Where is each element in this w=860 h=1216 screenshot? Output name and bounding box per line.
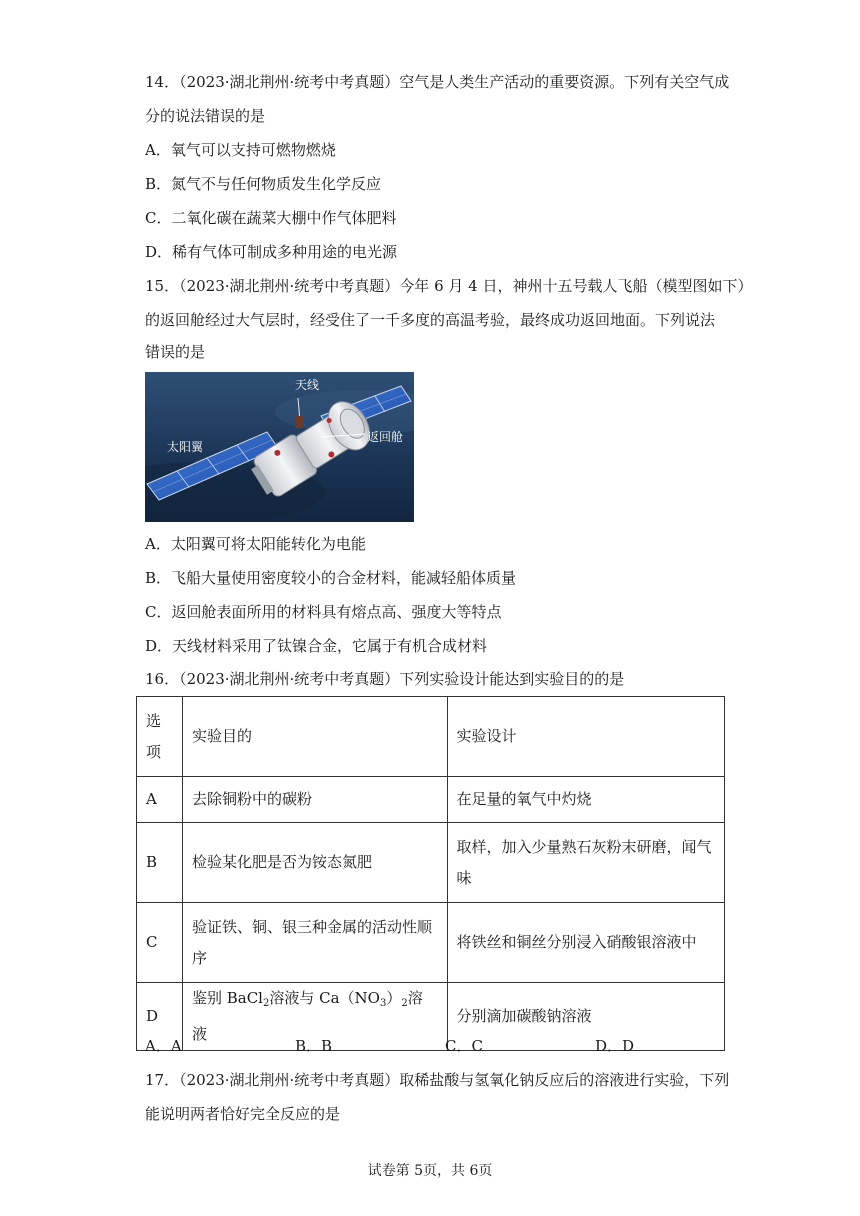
table-row: [137, 823, 725, 903]
row-design: 在足量的氧气中灼烧: [447, 777, 724, 823]
formula-part: 鉴别 BaCl: [191, 989, 263, 1007]
formula-part: 溶液: [191, 989, 423, 1043]
formula-part: ）: [386, 989, 402, 1007]
q17-stem-line2: 能说明两者恰好完全反应的是: [145, 1105, 341, 1123]
q14-stem-line2: 分的说法错误的是: [145, 107, 266, 125]
q16-answer-c: C．C: [445, 1037, 483, 1055]
q16-answer-a: A．A: [145, 1037, 182, 1055]
row-purpose-part2: 序: [191, 948, 207, 967]
row-design-part2: 味: [456, 868, 472, 887]
q14-option-b: B．氮气不与任何物质发生化学反应: [145, 175, 382, 193]
formula-subscript: 3: [379, 998, 387, 1009]
header-option-char1: 选: [146, 711, 162, 730]
return-capsule-label: 返回舱: [367, 430, 404, 444]
table-row: [137, 777, 725, 823]
q16-answer-b: B．B: [295, 1037, 333, 1055]
q16-table: [136, 696, 725, 1051]
antenna-label: 天线: [295, 378, 320, 392]
q15-stem-line1: 15．（2023·湖北荆州·统考中考真题）今年 6 月 4 日，神州十五号载人飞船（模型图如下）: [145, 277, 753, 295]
row-purpose-part1: 验证铁、铜、银三种金属的活动性顺: [191, 917, 432, 936]
table-row: [137, 903, 725, 983]
q14-option-a: A．氧气可以支持可燃物燃烧: [145, 141, 336, 159]
solar-wing-label: 太阳翼: [167, 440, 204, 454]
header-purpose-cell: 实验目的: [182, 697, 447, 777]
q16-answer-d: D．D: [595, 1037, 635, 1055]
row-design: 将铁丝和铜丝分别浸入硝酸银溶液中: [447, 903, 724, 983]
q15-stem-line2: 的返回舱经过大气层时，经受住了一千多度的高温考验，最终成功返回地面。下列说法: [145, 311, 716, 329]
row-option: D: [137, 983, 183, 1051]
row-option: B: [137, 823, 183, 903]
q14-stem-line1: 14．（2023·湖北荆州·统考中考真题）空气是人类生产活动的重要资源。下列有关空气成: [145, 73, 730, 91]
q15-option-d: D．天线材料采用了钛镍合金，它属于有机合成材料: [145, 637, 488, 655]
row-purpose: 去除铜粉中的碳粉: [182, 777, 447, 823]
row-purpose: [182, 903, 447, 983]
table-header-row: [137, 697, 725, 777]
table-row: [137, 983, 725, 1051]
spacecraft-figure: [145, 372, 414, 522]
q14-option-c: C．二氧化碳在蔬菜大棚中作气体肥料: [145, 209, 397, 227]
row-purpose: 检验某化肥是否为铵态氮肥: [182, 823, 447, 903]
header-design-cell: 实验设计: [447, 697, 724, 777]
row-design: [447, 823, 724, 903]
row-option: C: [137, 903, 183, 983]
row-design-part1: 取样，加入少量熟石灰粉末研磨，闻气: [456, 837, 712, 856]
row-option: A: [137, 777, 183, 823]
q16-stem: 16．（2023·湖北荆州·统考中考真题）下列实验设计能达到实验目的的是: [145, 670, 625, 688]
header-option-char2: 项: [146, 742, 162, 761]
q15-stem-line3: 错误的是: [145, 343, 206, 361]
formula-part: 溶液与 Ca（NO: [269, 989, 380, 1007]
q15-option-a: A．太阳翼可将太阳能转化为电能: [145, 535, 366, 553]
header-option-cell: [137, 697, 183, 777]
formula-subscript: 2: [262, 998, 270, 1009]
q17-stem-line1: 17．（2023·湖北荆州·统考中考真题）取稀盐酸与氢氧化钠反应后的溶液进行实验，下列: [145, 1071, 730, 1089]
row-design: 分别滴加碳酸钠溶液: [447, 983, 724, 1051]
q15-option-c: C．返回舱表面所用的材料具有熔点高、强度大等特点: [145, 603, 502, 621]
q14-option-d: D．稀有气体可制成多种用途的电光源: [145, 243, 398, 261]
q15-option-b: B．飞船大量使用密度较小的合金材料，能减轻船体质量: [145, 569, 517, 587]
formula-subscript: 2: [401, 998, 408, 1009]
page-footer: 试卷第 5页，共 6页: [367, 1163, 493, 1179]
